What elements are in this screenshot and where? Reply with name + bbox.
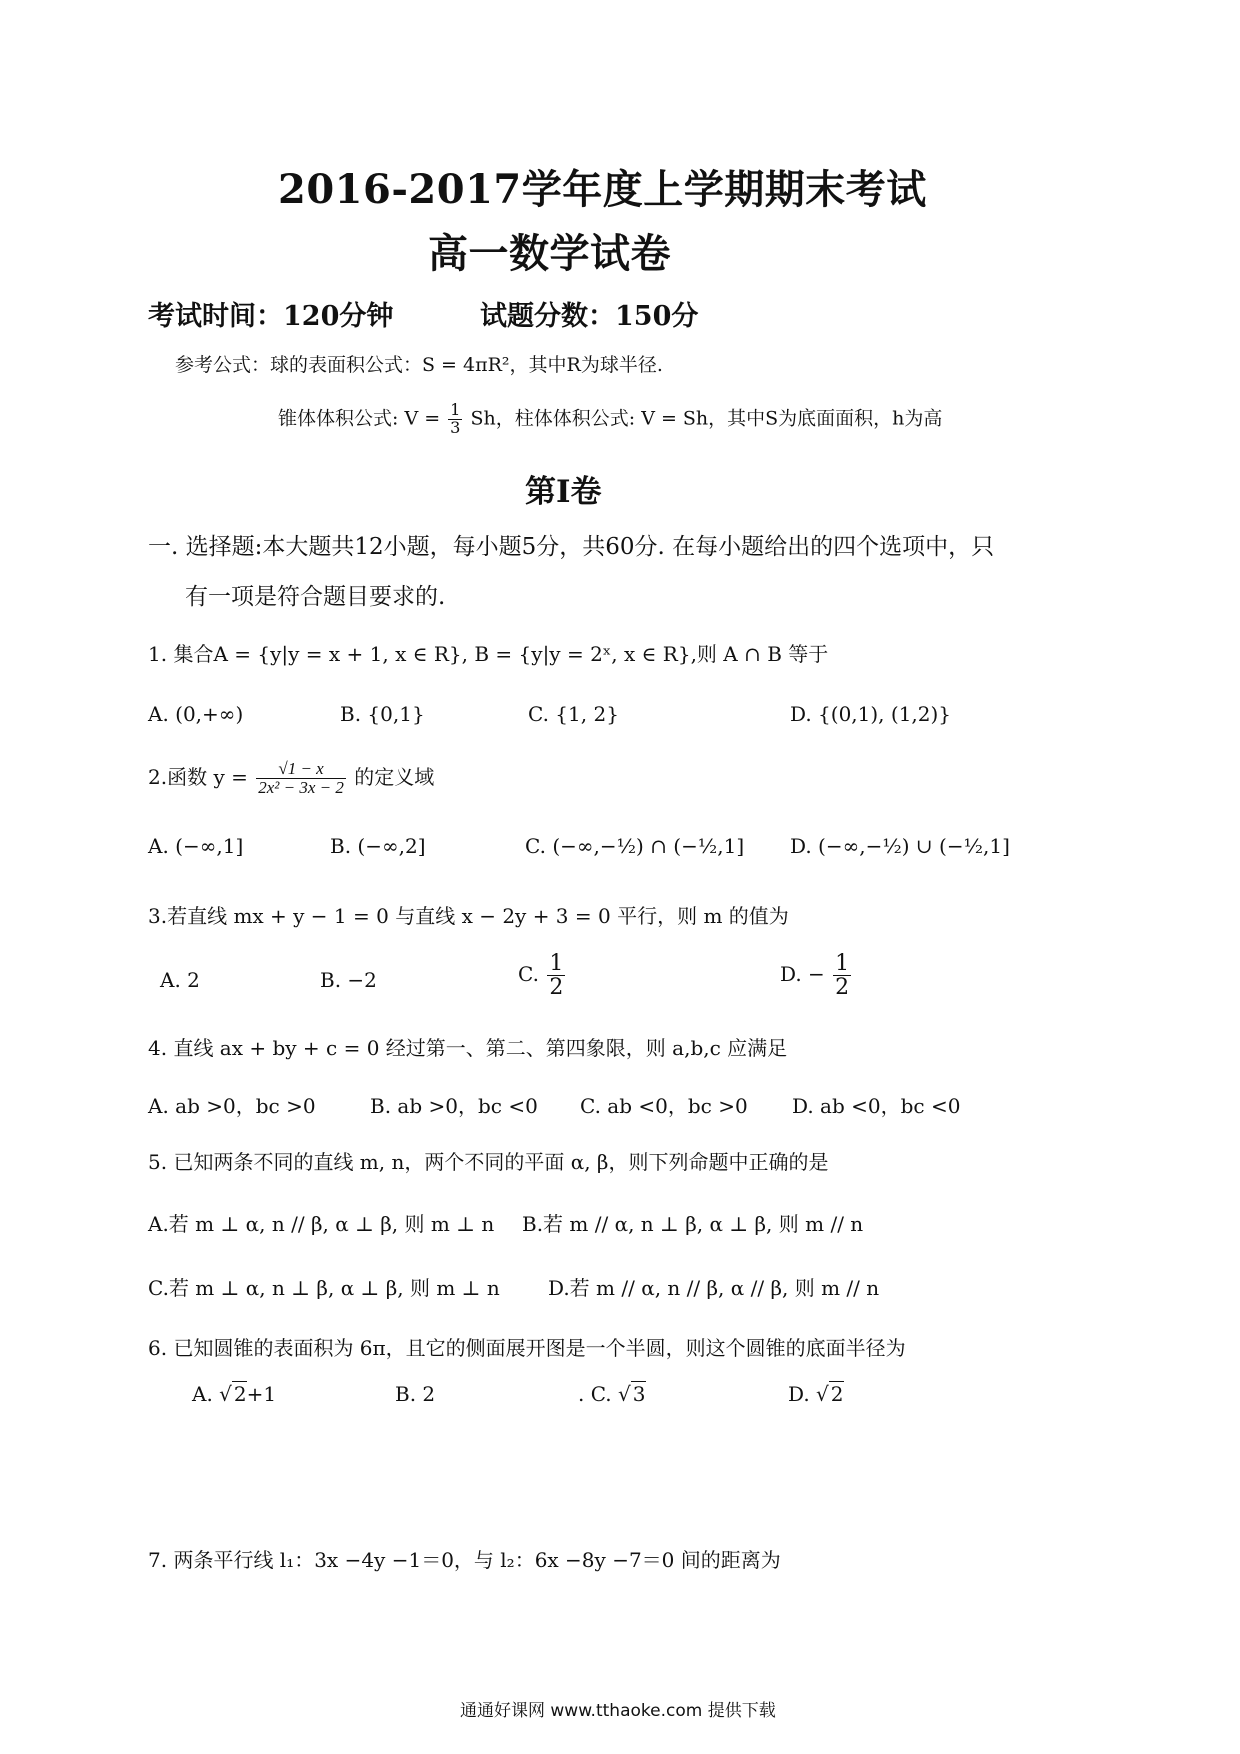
question-3-option-c-label: C.	[518, 962, 539, 987]
question-6-option-a-tail: +1	[246, 1382, 277, 1406]
question-6-option-c-radicand: 3	[632, 1382, 646, 1406]
question-6-option-a-label: A.	[192, 1382, 213, 1406]
reference-volume-prefix: 锥体体积公式: V =	[278, 407, 441, 430]
question-2-option-d-label: D.	[790, 834, 812, 858]
question-1-stem: 1. 集合A = {y|y = x + 1, x ∈ R}, B = {y|y = 2ˣ, x ∈ R},则 A ∩ B 等于	[148, 642, 829, 666]
question-3-option-d-denominator: 2	[835, 975, 850, 1001]
fraction-denominator: 3	[450, 417, 461, 437]
question-6-option-d	[788, 1382, 844, 1406]
question-2-numerator: √1 − x	[256, 760, 346, 779]
volume-heading: 第Ⅰ卷	[525, 474, 602, 510]
question-3-option-d-numerator: 1	[835, 951, 850, 976]
question-5-option-b: B.若 m // α, n ⊥ β, α ⊥ β, 则 m // n	[522, 1212, 864, 1236]
question-2-prefix: 2.函数 y =	[148, 764, 248, 789]
question-3-option-b: B. −2	[320, 968, 377, 992]
question-5-stem: 5. 已知两条不同的直线 m, n，两个不同的平面 α, β，则下列命题中正确的是	[148, 1150, 829, 1174]
reference-volume-suffix: Sh，柱体体积公式: V = Sh，其中S为底面面积，h为高	[470, 407, 943, 430]
question-3-option-d-label: D. −	[780, 962, 825, 987]
question-2-option-b: B. (−∞,2]	[330, 834, 426, 858]
question-3-option-c-fraction	[547, 952, 565, 999]
question-6-option-a	[192, 1382, 276, 1406]
section-instructions-line1: 一. 选择题:本大题共12小题，每小题5分，共60分. 在每小题给出的四个选项中，只	[148, 534, 995, 560]
fraction-one-third	[448, 402, 462, 437]
question-2-suffix: 的定义域	[354, 764, 435, 789]
question-3-stem: 3.若直线 mx + y − 1 = 0 与直线 x − 2y + 3 = 0 平行，则 m 的值为	[148, 904, 789, 928]
question-2-option-d	[790, 834, 1010, 858]
sqrt-icon: √	[618, 1382, 631, 1406]
exam-score: 试题分数：150分	[480, 301, 699, 332]
question-1-option-b: B. {0,1}	[340, 702, 425, 726]
reference-formula-sphere: 参考公式：球的表面积公式：S = 4πR²，其中R为球半径.	[175, 354, 663, 376]
question-2-option-c	[525, 834, 744, 858]
page-footer: 通通好课网 www.tthaoke.com 提供下载	[460, 1701, 776, 1721]
question-6-option-d-label: D.	[788, 1382, 810, 1406]
question-2-option-c-value: (−∞,−½) ∩ (−½,1]	[552, 834, 745, 858]
exam-title: 2016-2017学年度上学期期末考试	[278, 166, 927, 213]
question-1-option-c: C. {1, 2}	[528, 702, 619, 726]
question-2-fraction	[256, 760, 346, 797]
question-4-option-b: B. ab >0，bc <0	[370, 1094, 538, 1118]
question-6-option-c-label: . C.	[578, 1382, 612, 1406]
question-3-option-d-fraction	[833, 952, 851, 999]
sqrt-icon: √	[816, 1382, 829, 1406]
question-4-option-a: A. ab >0，bc >0	[148, 1094, 316, 1118]
question-3-option-c-numerator: 1	[549, 951, 564, 976]
question-4-stem: 4. 直线 ax + by + c = 0 经过第一、第二、第四象限，则 a,b,c 应满足	[148, 1036, 788, 1060]
question-3-option-c-denominator: 2	[549, 975, 564, 1001]
question-2-option-d-value: (−∞,−½) ∪ (−½,1]	[818, 834, 1010, 858]
exam-time: 考试时间：120分钟	[148, 301, 394, 332]
question-2-option-a: A. (−∞,1]	[148, 834, 244, 858]
question-2-denominator: 2x² − 3x − 2	[258, 777, 344, 797]
question-6-option-d-radicand: 2	[830, 1382, 844, 1406]
question-1-option-d: D. {(0,1), (1,2)}	[790, 702, 952, 726]
question-6-option-c	[578, 1382, 646, 1406]
question-7-stem: 7. 两条平行线 l₁：3x −4y −1＝0，与 l₂：6x −8y −7＝0 间的距离为	[148, 1548, 781, 1572]
question-5-option-a: A.若 m ⊥ α, n // β, α ⊥ β, 则 m ⊥ n	[148, 1212, 495, 1236]
question-3-option-a: A. 2	[160, 968, 200, 992]
exam-subtitle: 高一数学试卷	[428, 230, 671, 277]
question-5-option-d: D.若 m // α, n // β, α // β, 则 m // n	[548, 1276, 880, 1300]
question-1-option-a: A. (0,+∞)	[148, 702, 244, 726]
section-instructions-line2: 有一项是符合题目要求的.	[185, 584, 446, 610]
question-6-option-a-radicand: 2	[233, 1382, 247, 1406]
question-3-option-d	[780, 952, 853, 999]
question-4-option-c: C. ab <0，bc >0	[580, 1094, 748, 1118]
fraction-numerator: 1	[450, 400, 461, 419]
question-2-stem	[148, 760, 434, 797]
question-2-option-c-label: C.	[525, 834, 546, 858]
question-4-option-d: D. ab <0，bc <0	[792, 1094, 961, 1118]
question-6-option-b: B. 2	[395, 1382, 436, 1406]
sqrt-icon: √	[219, 1382, 232, 1406]
question-5-option-c: C.若 m ⊥ α, n ⊥ β, α ⊥ β, 则 m ⊥ n	[148, 1276, 500, 1300]
reference-formula-volume	[278, 402, 942, 437]
question-6-stem: 6. 已知圆锥的表面积为 6π，且它的侧面展开图是一个半圆，则这个圆锥的底面半径为	[148, 1336, 906, 1360]
question-3-option-c	[518, 952, 567, 999]
